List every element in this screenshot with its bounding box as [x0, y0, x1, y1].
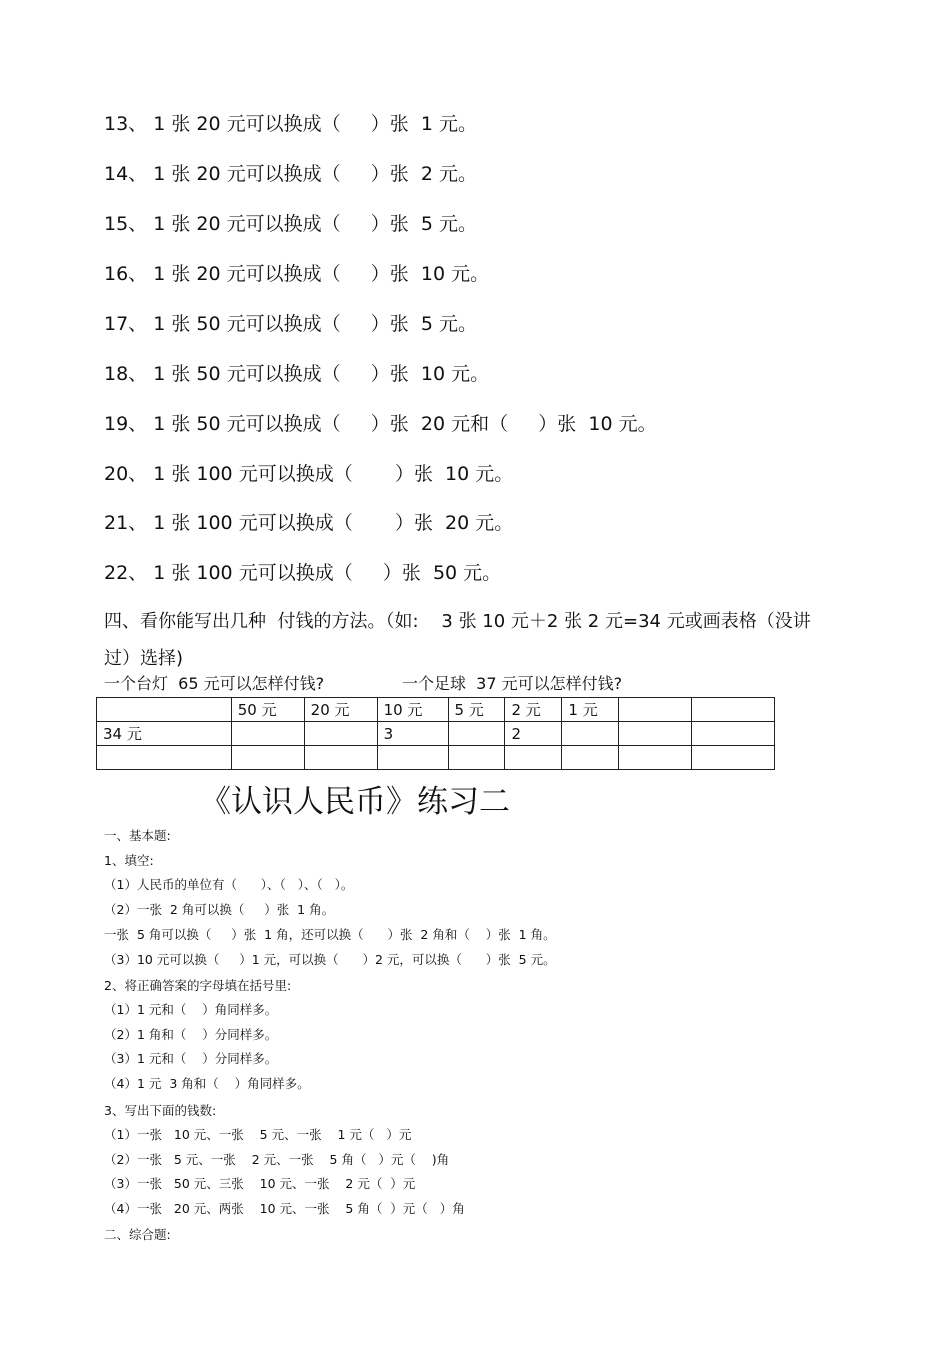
table-cell — [304, 722, 377, 746]
table-cell — [562, 722, 619, 746]
section4-instruction: 四、看你能写出几种 付钱的方法。（如: 3 张 10 元＋2 张 2 元=34 元或画表格（没讲 — [104, 611, 811, 632]
table-cell: 2 元 — [505, 698, 562, 722]
table-cell — [97, 698, 232, 722]
table-cell: 50 元 — [231, 698, 304, 722]
question-17: 17、 1 张 50 元可以换成（ ）张 5 元。 — [104, 313, 478, 335]
table-cell — [97, 746, 232, 770]
table-cell — [692, 746, 775, 770]
line-text: （1）一张 10 元、一张 5 元、一张 1 元（ ）元 — [104, 1127, 412, 1142]
table-cell — [692, 698, 775, 722]
table-cell: 5 元 — [448, 698, 505, 722]
table-cell — [619, 698, 692, 722]
line-text: （2）一张 5 元、一张 2 元、一张 5 角（ ）元（ )角 — [104, 1152, 450, 1167]
table-cell — [448, 722, 505, 746]
question-21: 21、 1 张 100 元可以换成（ ）张 20 元。 — [104, 512, 514, 534]
ball-question: 一个足球 37 元可以怎样付钱? — [402, 674, 623, 693]
line-amount-heading: 3、写出下面的钱数: — [104, 1103, 217, 1118]
table-cell — [619, 722, 692, 746]
question-18: 18、 1 张 50 元可以换成（ ）张 10 元。 — [104, 363, 490, 385]
line-text: （3）1 元和（ ）分同样多。 — [104, 1051, 278, 1066]
table-cell — [304, 746, 377, 770]
table-cell: 10 元 — [377, 698, 448, 722]
table-cell: 2 — [505, 722, 562, 746]
line-text: （3）一张 50 元、三张 10 元、一张 2 元（ ）元 — [104, 1176, 416, 1191]
line-text: （2）1 角和（ ）分同样多。 — [104, 1027, 278, 1042]
line-text: 一张 5 角可以换（ ）张 1 角，还可以换（ ）张 2 角和（ ）张 1 角。 — [104, 927, 556, 942]
table-cell: 34 元 — [97, 722, 232, 746]
table-cell — [562, 746, 619, 770]
table-row — [97, 746, 775, 770]
exercise2-title: 《认识人民币》练习二 — [200, 784, 510, 820]
table-cell — [505, 746, 562, 770]
lamp-question: 一个台灯 65 元可以怎样付钱? — [104, 674, 325, 693]
table-cell — [448, 746, 505, 770]
table-header-row — [97, 698, 775, 722]
question-13: 13、 1 张 20 元可以换成（ ）张 1 元。 — [104, 113, 478, 135]
line-fill-heading: 1、填空: — [104, 853, 154, 868]
line-text: （4）一张 20 元、两张 10 元、一张 5 角（ ）元（ ）角 — [104, 1201, 465, 1216]
line-comprehensive-heading: 二、综合题: — [104, 1227, 171, 1242]
question-16: 16、 1 张 20 元可以换成（ ）张 10 元。 — [104, 263, 490, 285]
table-row — [97, 722, 775, 746]
table-cell: 20 元 — [304, 698, 377, 722]
table-cell — [231, 722, 304, 746]
question-20: 20、 1 张 100 元可以换成（ ）张 10 元。 — [104, 463, 514, 485]
payment-table — [96, 697, 775, 770]
line-text: （1）人民币的单位有（ ）、（ ）、（ ）。 — [104, 877, 354, 892]
table-cell — [377, 746, 448, 770]
table-cell — [231, 746, 304, 770]
table-cell — [619, 746, 692, 770]
line-text: （3）10 元可以换（ ）1 元，可以换（ ）2 元，可以换（ ）张 5 元。 — [104, 952, 556, 967]
table-cell: 3 — [377, 722, 448, 746]
line-text: （4）1 元 3 角和（ ）角同样多。 — [104, 1076, 310, 1091]
section4-instruction-cont: 过）选择) — [104, 648, 184, 669]
line-text: （2）一张 2 角可以换（ ）张 1 角。 — [104, 902, 335, 917]
line-basic-heading: 一、基本题: — [104, 828, 171, 843]
question-22: 22、 1 张 100 元可以换成（ ）张 50 元。 — [104, 562, 502, 584]
table-cell: 1 元 — [562, 698, 619, 722]
table-cell — [692, 722, 775, 746]
line-text: （1）1 元和（ ）角同样多。 — [104, 1002, 278, 1017]
question-19: 19、 1 张 50 元可以换成（ ）张 20 元和（ ）张 10 元。 — [104, 413, 657, 435]
line-choice-heading: 2、将正确答案的字母填在括号里: — [104, 978, 292, 993]
question-14: 14、 1 张 20 元可以换成（ ）张 2 元。 — [104, 163, 478, 185]
question-15: 15、 1 张 20 元可以换成（ ）张 5 元。 — [104, 213, 478, 235]
